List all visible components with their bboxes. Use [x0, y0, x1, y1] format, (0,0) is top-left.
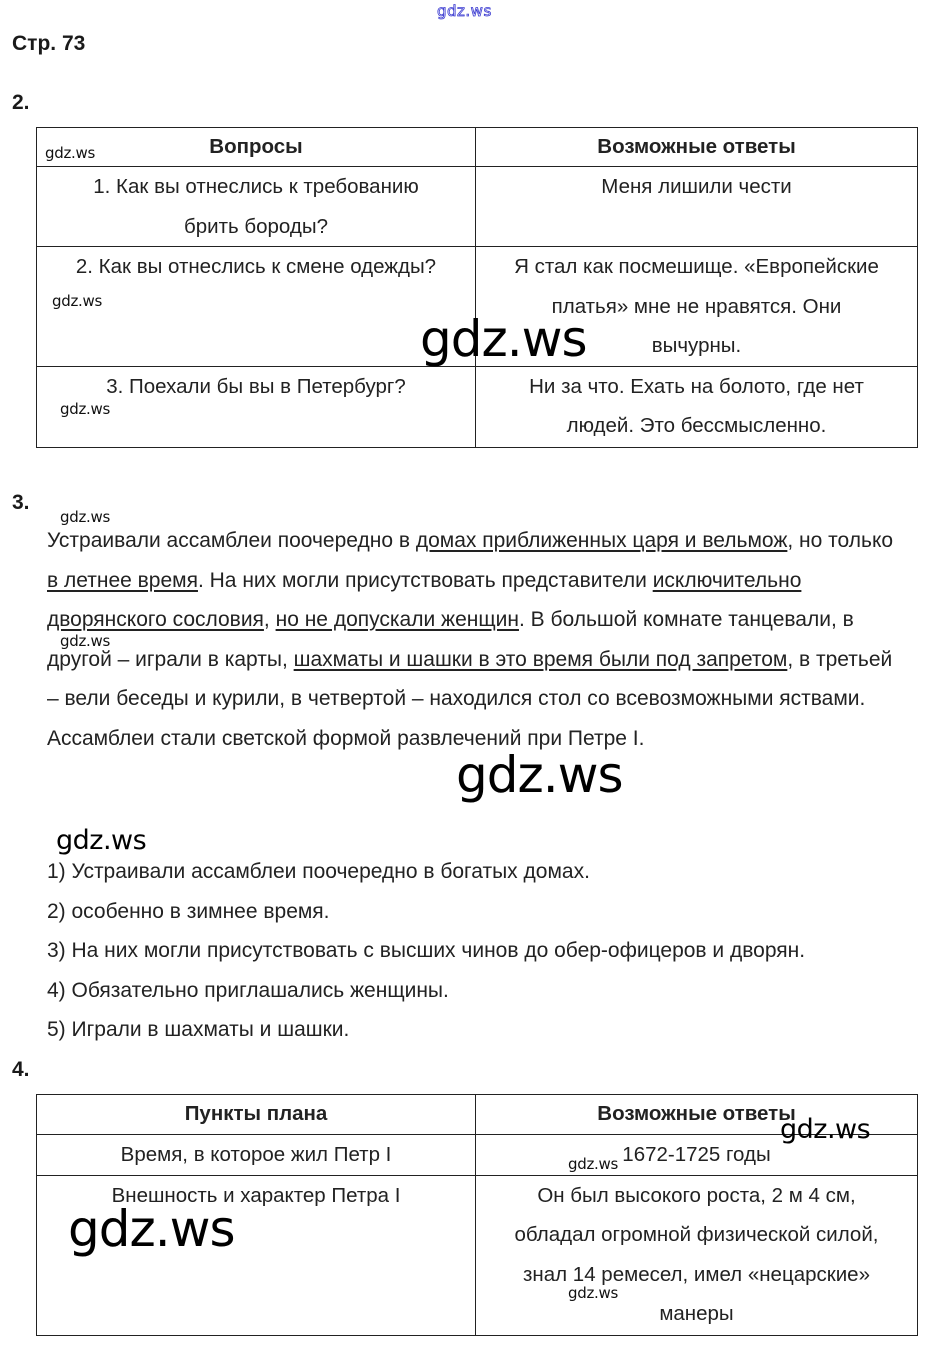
- top-watermark: gdz.ws: [437, 2, 492, 20]
- watermark: gdz.ws: [60, 508, 110, 526]
- question-cell: 3. Поехали бы вы в Петербург?: [37, 366, 476, 447]
- list-item: 1) Устраивали ассамблеи поочередно в богатых домах.: [47, 860, 590, 883]
- task-2-header-row: [37, 128, 918, 167]
- underlined-phrase: домах приближенных царя и вельмож: [415, 529, 788, 552]
- task-3-paragraph: Устраивали ассамблеи поочередно в домах приближенных царя и вельмож, но только в летнее время. На них могли присутствовать представители исключительно дворянского сословия, но не допускали женщин. В большой комнате танцевали, в другой – играли в карты, шахматы и шашки в это время были под запретом, в третьей – вели беседы и курили, в четвертой – находился стол со всевозможными яствами. Ассамблеи стали светской формой развлечений при Петре I.: [47, 529, 894, 750]
- underlined-phrase: шахматы и шашки в это время были под запретом: [293, 647, 788, 671]
- answer-cell: Ни за что. Ехать на болото, где нет людей. Это бессмысленно.: [476, 366, 918, 447]
- question-cell: 2. Как вы отнеслись к смене одежды?: [37, 247, 476, 367]
- list-item: 3) На них могли присутствовать с высших чинов до обер-офицеров и дворян.: [47, 939, 806, 962]
- header-plan-items: Пункты плана: [37, 1095, 476, 1135]
- list-item: 4) Обязательно приглашались женщины.: [47, 978, 449, 1002]
- task-2-table: [36, 127, 918, 448]
- watermark: gdz.ws: [568, 1284, 618, 1302]
- watermark-large: gdz.ws: [420, 310, 587, 368]
- underlined-phrase: в летнее время: [47, 568, 198, 592]
- watermark-medium: gdz.ws: [56, 825, 147, 856]
- page-title: Стр. 73: [12, 32, 86, 55]
- answer-cell: Он был высокого роста, 2 м 4 см, обладал огромной физической силой, знал 14 ремесел, имел «нецарские» манеры: [476, 1175, 918, 1335]
- underlined-phrase: исключительно дворянского сословия: [47, 568, 802, 631]
- watermark: gdz.ws: [568, 1155, 618, 1173]
- watermark: gdz.ws: [45, 144, 95, 162]
- question-cell: 1. Как вы отнеслись к требованию брить бороды?: [37, 167, 476, 247]
- header-questions: Вопросы: [37, 128, 476, 167]
- underlined-phrase: но не допускали женщин: [275, 608, 519, 631]
- plan-cell: Время, в которое жил Петр I: [37, 1135, 476, 1176]
- task-3-number: 3.: [12, 491, 30, 514]
- table-row: [37, 366, 918, 447]
- list-item: 2) особенно в зимнее время.: [47, 899, 330, 923]
- task-3-corrections-list: [47, 852, 805, 1050]
- watermark-large: gdz.ws: [456, 746, 623, 804]
- task-4-number: 4.: [12, 1058, 30, 1081]
- answer-cell: Я стал как посмешище. «Европейские платья» мне не нравятся. Они вычурны.: [476, 247, 918, 367]
- watermark-large: gdz.ws: [68, 1200, 235, 1258]
- watermark: gdz.ws: [60, 400, 110, 418]
- watermark-medium: gdz.ws: [780, 1114, 871, 1145]
- answer-cell: Меня лишили чести: [476, 167, 918, 247]
- table-row: [37, 167, 918, 247]
- header-answers: Возможные ответы: [476, 128, 918, 167]
- header-answers: Возможные ответы: [476, 1095, 918, 1135]
- answer-cell: 1672-1725 годы: [476, 1135, 918, 1176]
- plan-cell: Внешность и характер Петра I: [37, 1175, 476, 1335]
- list-item: 5) Играли в шахматы и шашки.: [47, 1018, 350, 1041]
- task-2-number: 2.: [12, 91, 30, 114]
- watermark: gdz.ws: [60, 632, 110, 650]
- watermark: gdz.ws: [52, 292, 102, 310]
